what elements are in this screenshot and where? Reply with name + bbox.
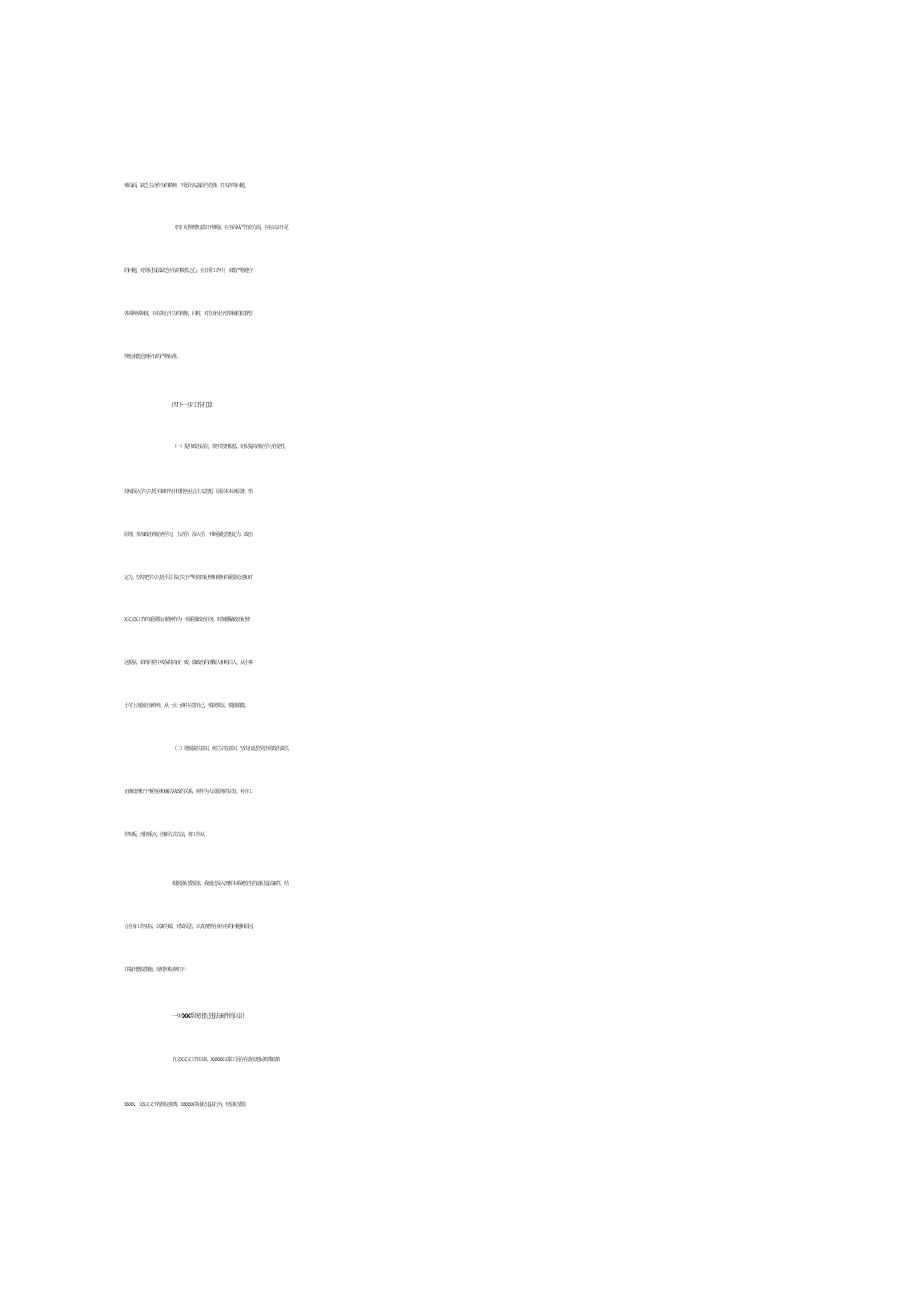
body-line: 定力。坚持把学习习近平总书记关于严明党的纪律和规矩的重要论述和对	[124, 575, 253, 581]
body-line: X义义X工作的重要指示精神作为一项重要政治任务，时刻绷紧政治纪律	[124, 617, 250, 623]
body-line: 作短板，理清重点，创新方式方法，将工作从	[124, 832, 205, 838]
body-line: （二）增强责任意识，树立宗旨意识。坚决扛起管党治党政治责任，	[172, 746, 293, 752]
body-line: 并提出整改措施。现对照检查如下：	[124, 967, 189, 973]
body-line: 各项规章制度，存在执行不力的现象，同时，对自身及分管领域的监督管	[124, 311, 253, 317]
body-line: 难局面，缺乏主动作为的精神，不愿出头露面当先锋、打头阵等问题。	[124, 183, 249, 189]
heading-suffix: 系统违纪违法案件的认识	[189, 1013, 244, 1020]
body-line: 原理，参加政治理论再学习，主动学、深入学，不断强化思想定力、政治	[124, 532, 253, 538]
body-line: 持续深入学习习近平新时代中国特色社会主义思想，原原本本读原著、悟	[124, 489, 253, 495]
section-heading	[0, 997, 920, 1037]
heading-bold: XX	[182, 1013, 190, 1020]
body-line: 理也未能达到应有的严格标准。	[124, 354, 181, 360]
body-line: 正确处理好干事创业和廉洁从政的关系，树牢为人民服务的宗旨，补齐工	[124, 789, 253, 795]
body-line: XXXX、义X义义不按规定收费、XXXXX等违纪违法行为，经县纪委监	[124, 1102, 246, 1108]
body-line: 根据县纪委要求，我通过深入剖析本系统发生的违纪违法案件，结	[172, 881, 289, 887]
body-line: 自义X义义工作以来，XXXXX义职工因存在落实惠民殡葬政策	[172, 1057, 280, 1063]
body-line: （一）提升政治站位，筑牢思想根基。切实提高理论学习自觉性，	[172, 444, 289, 450]
heading-prefix: 一'对	[172, 1013, 183, 1020]
body-line: 这根弦，始终同党中央保持高度一致，做政治的清醒人和明白人。从小事	[124, 660, 253, 666]
body-line: （四）纪律规矩意识不够强。在全面从严治党方面，存在认识不足	[172, 225, 289, 231]
section-heading: 四'下一步工作打算	[172, 402, 212, 409]
body-line: 小节上加强自身修养，从一点一滴中完善自己，慎欲慎交、慎独慎微。	[124, 703, 249, 709]
body-line: 合自身工作实际，以案为镜、对镜反思，认真查摆自身存在的问题和原因，	[124, 924, 257, 930]
body-line: 的问题，对党纪国法缺乏应有的敬畏之心。在日常工作中，未能严格遵守	[124, 268, 253, 274]
